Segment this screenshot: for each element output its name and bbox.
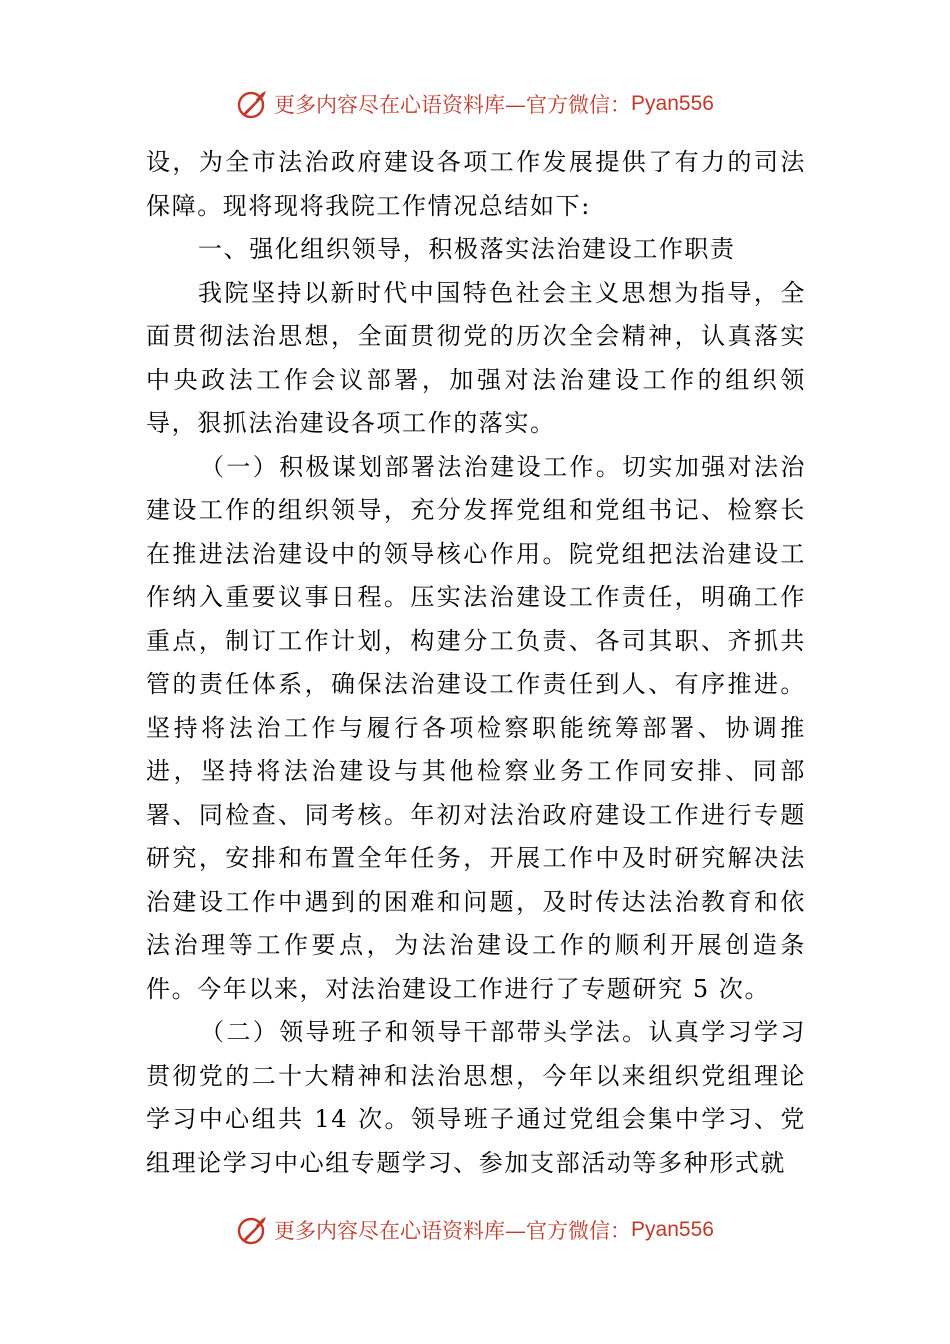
watermark-wechat-id: Pyan556 [631, 92, 714, 115]
section-heading: 一、强化组织领导，积极落实法治建设工作职责 [198, 235, 736, 263]
watermark-text: 更多内容尽在心语资料库—官方微信： [274, 93, 632, 117]
paragraph: （一）积极谋划部署法治建设工作。切实加强对法治建设工作的组织领导，充分发挥党组和党组书记、检察长在推进法治建设中的领导核心作用。院党组把法治建设工作纳入重要议事日程。压实法治建设工作责任，明确工作重点，制订工作计划，构建分工负责、各司其职、齐抓共管的责任体系，确保法治建设工作责任到人、有序推进。坚持将法治工作与履行各项检察职能统筹部署、协调推进，坚持将法治建设与其他检察业务工作同安排、同部署、同检查、同考核。年初对法治政府建设工作进行专题研究，安排和布置全年任务，开展工作中及时研究解决法治建设工作中遇到的困难和问题，及时传达法治教育和依法治理等工作要点，为法治建设工作的顺利开展创造条件。今年以来，对法治建设工作进行了专题研究 5 次。 [146, 452, 806, 1003]
document-body [146, 141, 806, 1185]
paragraph: 我院坚持以新时代中国特色社会主义思想为指导，全面贯彻法治思想，全面贯彻党的历次全会精神，认真落实中央政法工作会议部署，加强对法治建设工作的组织领导，狠抓法治建设各项工作的落实。 [146, 278, 806, 437]
paragraph: （二）领导班子和领导干部带头学法。认真学习学习贯彻党的二十大精神和法治思想，今年以来组织党组理论学习中心组共 14 次。领导班子通过党组会集中学习、党组理论学习中心组专题学习、参加支部活动等多种形式就 [146, 1018, 806, 1177]
watermark-text: 更多内容尽在心语资料库—官方微信： [274, 1219, 632, 1243]
quill-pen-logo-icon [236, 87, 270, 121]
watermark-wechat-id: Pyan556 [631, 1218, 714, 1241]
watermark-banner-bottom [0, 1208, 950, 1252]
quill-pen-logo-icon [236, 1213, 270, 1247]
watermark-banner-top [0, 82, 950, 126]
paragraph-continuation: 设，为全市法治政府建设各项工作发展提供了有力的司法保障。现将现将我院工作情况总结如下: [146, 148, 806, 220]
